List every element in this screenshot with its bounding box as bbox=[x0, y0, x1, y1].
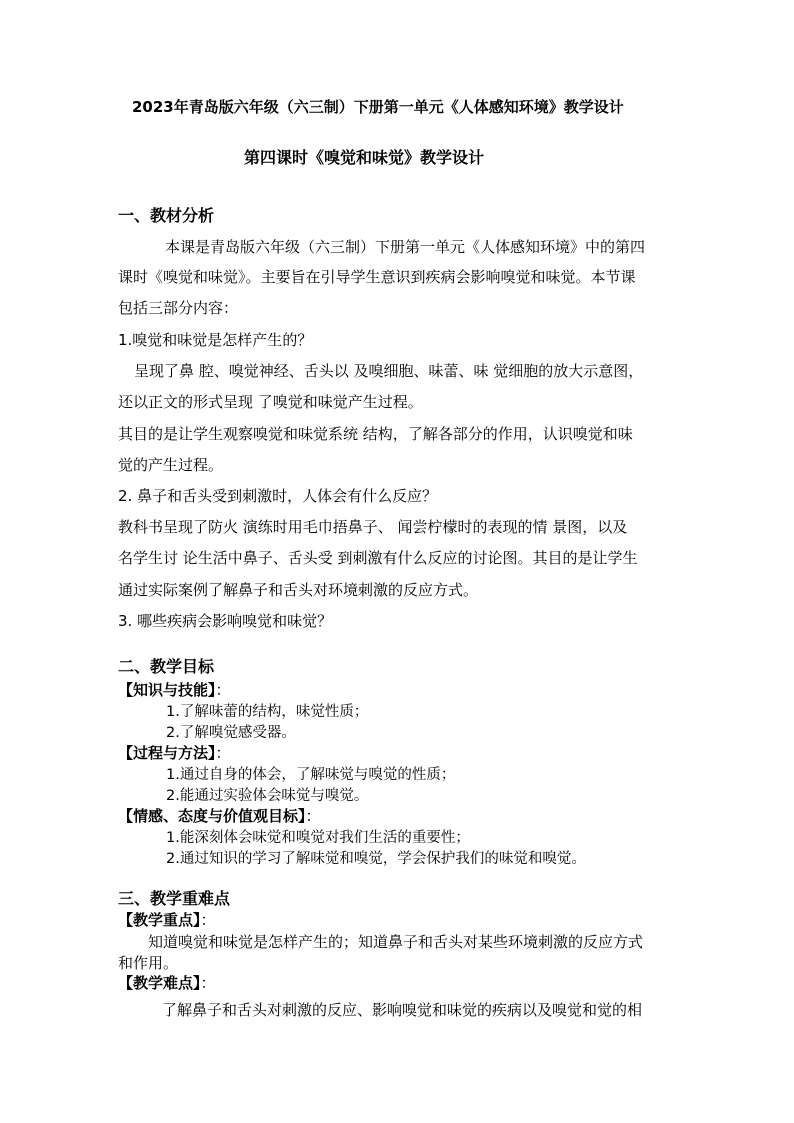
section-heading-objectives: 二、教学目标 bbox=[118, 657, 215, 676]
document-title: 2023年青岛版六年级（六三制）下册第一单元《人体感知环境》教学设计 bbox=[132, 98, 624, 116]
difficulty-label: 【教学难点】： bbox=[118, 974, 216, 992]
paragraph-line: 和作用。 bbox=[118, 954, 179, 972]
paragraph-line: 了解鼻子和舌头对刺激的反应、影响嗅觉和味觉的疾病以及嗅觉和觉的相 bbox=[162, 1001, 643, 1019]
section-heading-analysis: 一、教材分析 bbox=[118, 206, 215, 225]
paragraph-line: 课时《嗅觉和味觉》。主要旨在引导学生意识到疾病会影响嗅觉和味觉。本节课 bbox=[118, 268, 636, 286]
lesson-subtitle: 第四课时《嗅觉和味觉》教学设计 bbox=[244, 148, 485, 167]
list-item: 2.能通过实验体会味觉与嗅觉。 bbox=[166, 788, 369, 804]
paragraph-line: 还以正文的形式呈现 了嗅觉和味觉产生过程。 bbox=[118, 393, 423, 411]
paragraph-line: 通过实际案例了解鼻子和舌头对环境刺激的反应方式。 bbox=[118, 581, 479, 599]
question-item: 2. 鼻子和舌头受到刺激时，人体会有什么反应？ bbox=[118, 487, 438, 505]
paragraph-line: 觉的产生过程。 bbox=[118, 456, 224, 474]
paragraph-line: 呈现了鼻 腔、嗅觉神经、舌头以 及嗅细胞、味蕾、味 觉细胞的放大示意图， bbox=[134, 362, 644, 380]
paragraph-line: 名学生讨 论生活中鼻子、舌头受 到刺激有什么反应的讨论图。其目的是让学生 bbox=[118, 549, 638, 567]
paragraph-line: 本课是青岛版六年级（六三制）下册第一单元《人体感知环境》中的第四 bbox=[165, 238, 646, 256]
paragraph-line: 其目的是让学生观察嗅觉和味觉系统 结构，了解各部分的作用，认识嗅觉和味 bbox=[118, 425, 633, 443]
section-heading-keypoints: 三、教学重难点 bbox=[118, 889, 231, 908]
objective-label-knowledge: 【知识与技能】： bbox=[118, 681, 231, 699]
list-item: 2.通过知识的学习了解味觉和嗅觉，学会保护我们的味觉和嗅觉。 bbox=[166, 851, 586, 867]
list-item: 1.能深刻体会味觉和嗅觉对我们生活的重要性； bbox=[166, 830, 470, 846]
objective-label-process: 【过程与方法】： bbox=[118, 744, 231, 762]
list-item: 1.了解味蕾的结构，味觉性质； bbox=[166, 704, 369, 720]
keypoint-label: 【教学重点】： bbox=[118, 911, 216, 929]
paragraph-line: 包括三部分内容： bbox=[118, 299, 239, 317]
question-item: 3. 哪些疾病会影响嗅觉和味觉？ bbox=[118, 612, 333, 630]
objective-label-emotion: 【情感、态度与价值观目标】： bbox=[118, 807, 321, 825]
list-item: 2.了解嗅觉感受器。 bbox=[166, 725, 296, 741]
list-item: 1.通过自身的体会，了解味觉与嗅觉的性质； bbox=[166, 767, 456, 783]
paragraph-line: 知道嗅觉和味觉是怎样产生的；知道鼻子和舌头对某些环境刺激的反应方式 bbox=[148, 933, 644, 951]
paragraph-line: 教科书呈现了防火 演练时用毛巾捂鼻子、 闻尝柠檬时的表现的情 景图，以及 bbox=[118, 518, 628, 536]
question-item: 1.嗅觉和味觉是怎样产生的？ bbox=[118, 331, 313, 349]
